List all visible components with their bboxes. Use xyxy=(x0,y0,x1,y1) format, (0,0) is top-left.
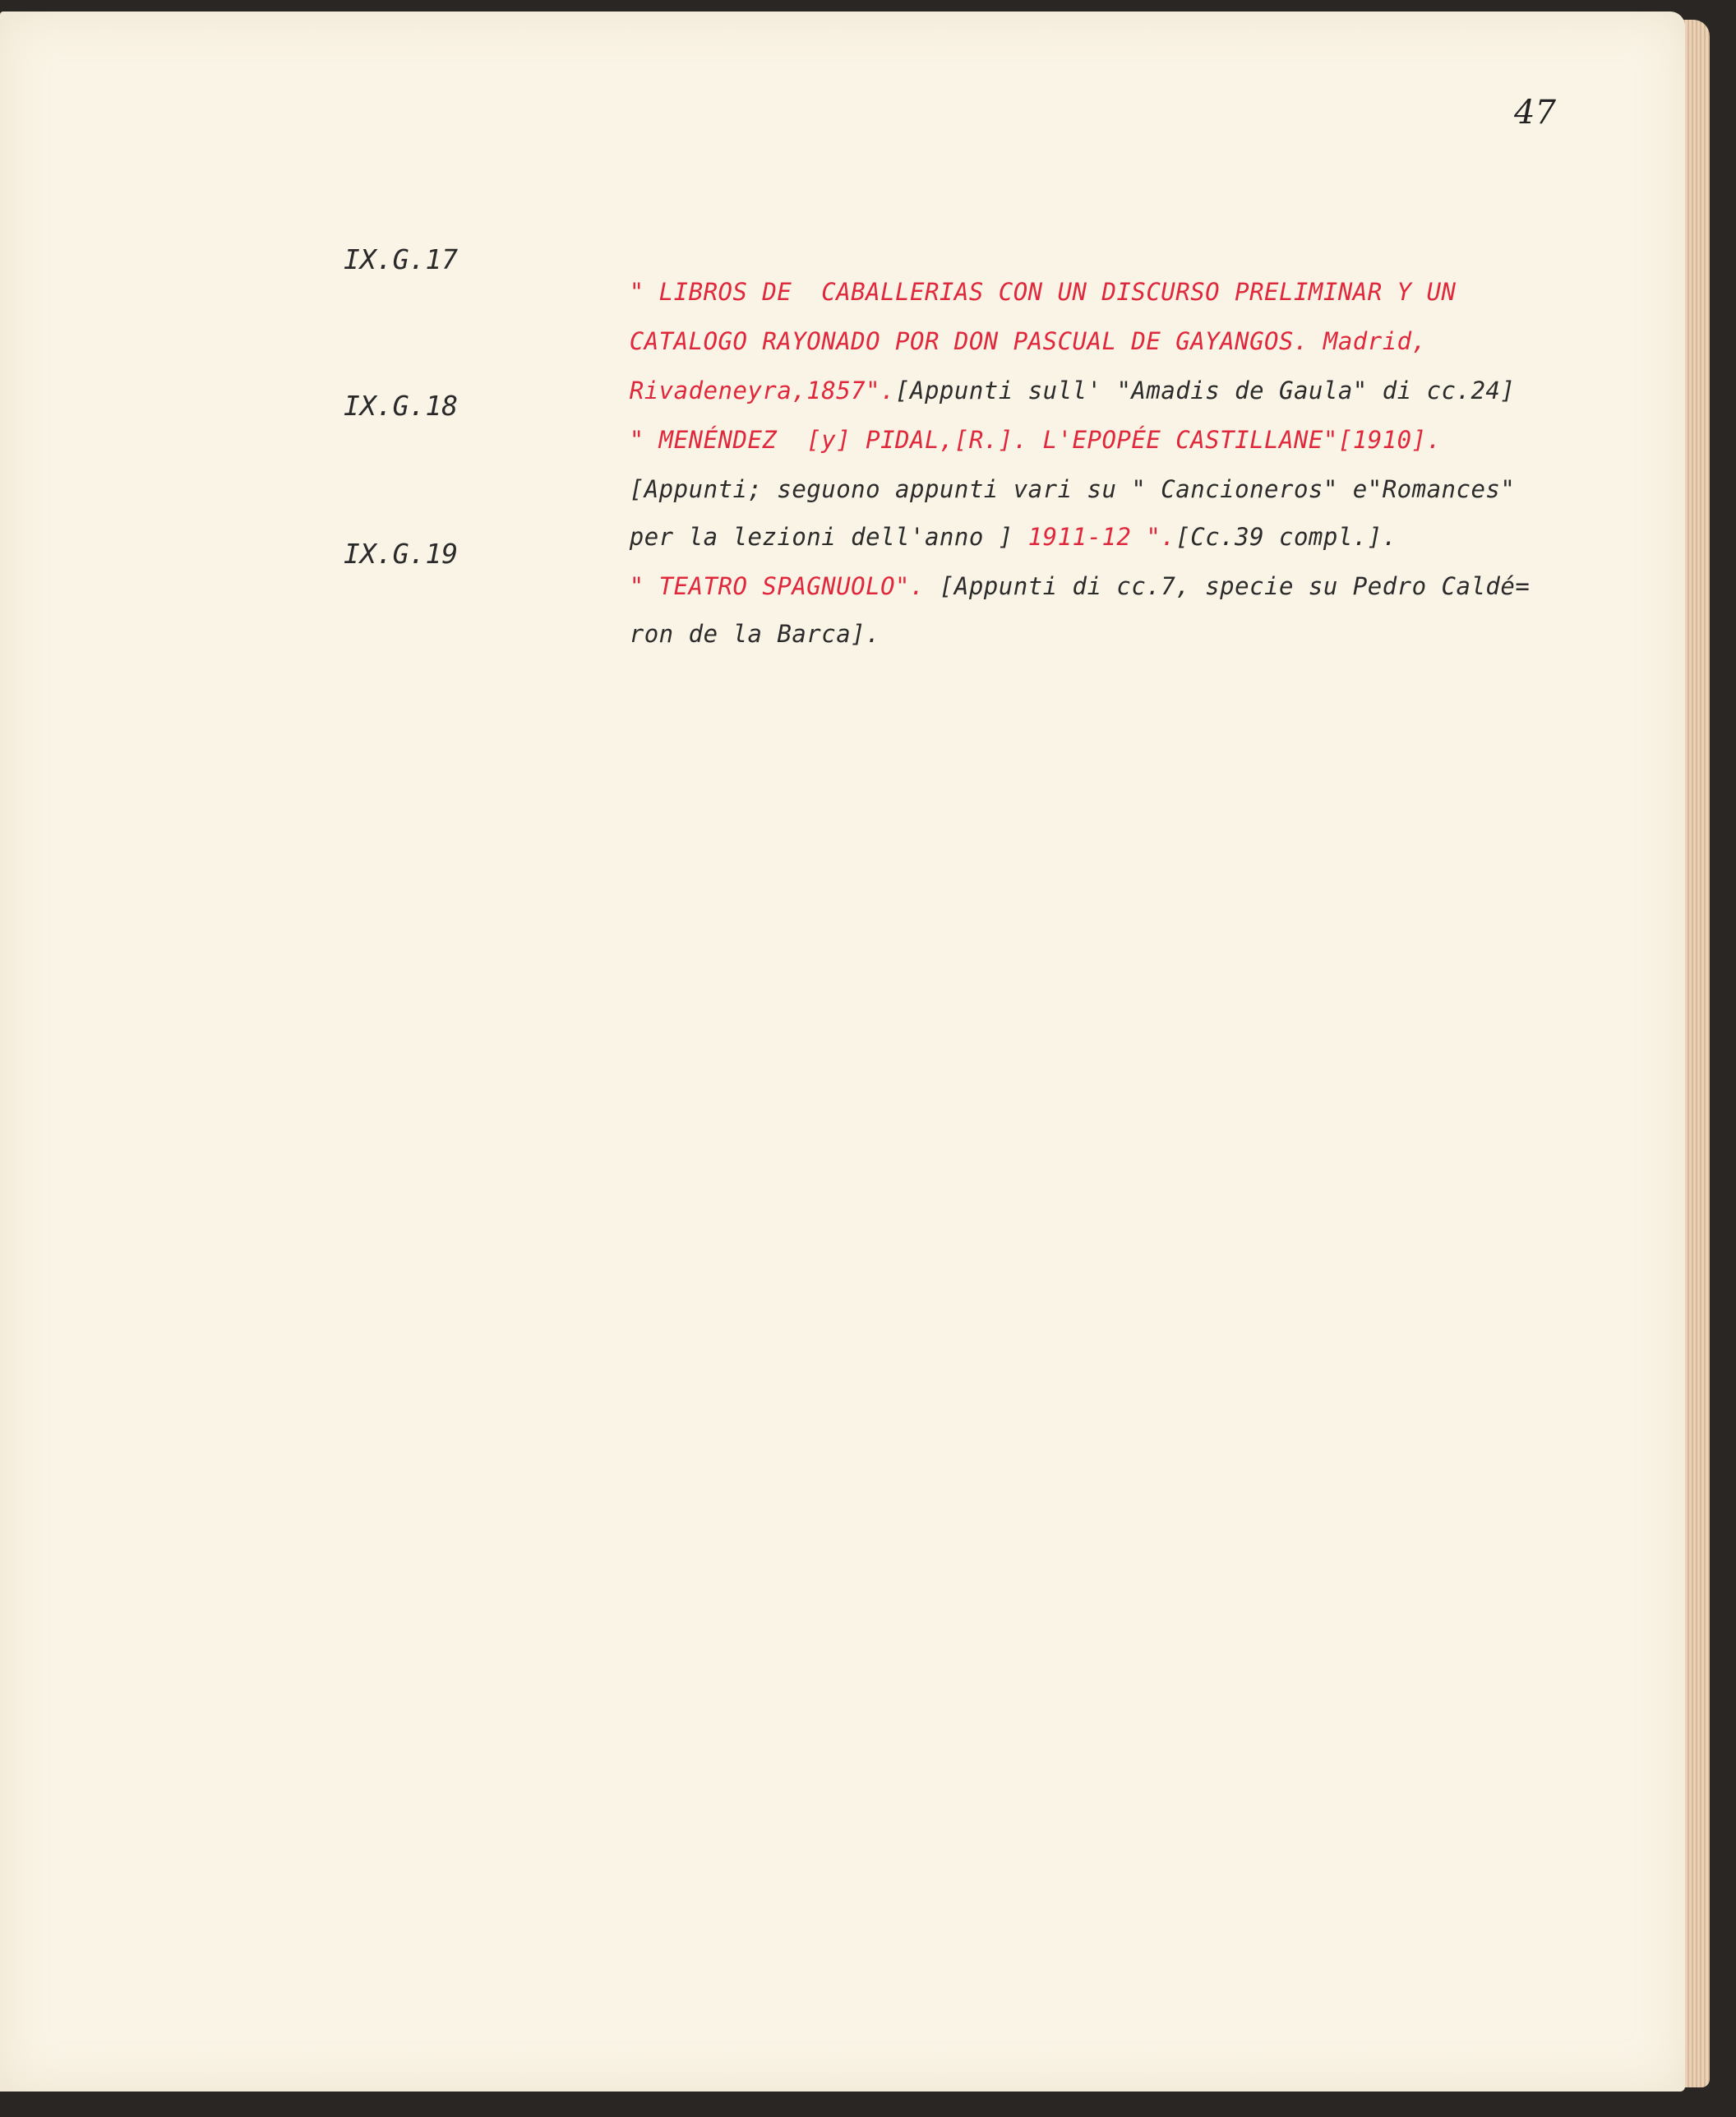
shelfmark: IX.G.18 xyxy=(344,390,459,422)
title-text: " TEATRO SPAGNUOLO". xyxy=(629,572,940,600)
note-text: per la lezioni dell'anno ] xyxy=(629,523,1028,551)
shelfmark: IX.G.19 xyxy=(344,538,459,570)
imprint-text: Rivadeneyra,1857". xyxy=(629,377,896,404)
note-text: [Appunti sull' "Amadis de Gaula" di cc.24] xyxy=(895,377,1516,404)
title-text: CATALOGO RAYONADO POR DON PASCUAL DE GAYANGOS. Madrid, xyxy=(629,327,1427,355)
year-text: 1911-12 ". xyxy=(1027,523,1176,551)
note-text: [Appunti di cc.7, specie su Pedro Caldé= xyxy=(939,572,1531,600)
shelfmark: IX.G.17 xyxy=(344,243,459,275)
title-text: " LIBROS DE CABALLERIAS CON UN DISCURSO PRELIMINAR Y UN xyxy=(629,278,1457,306)
entry-line xyxy=(541,592,880,676)
note-text: [Appunti; seguono appunti vari su " Cancioneros" e"Romances" xyxy=(629,475,1516,503)
catalog-page xyxy=(0,12,1685,2092)
note-text: ron de la Barca]. xyxy=(629,620,881,648)
note-text: [Cc.39 compl.]. xyxy=(1175,523,1397,551)
title-text: " MENÉNDEZ [y] PIDAL,[R.]. L'EPOPÉE CASTILLANE"[1910]. xyxy=(629,426,1442,454)
page-number: 47 xyxy=(1514,94,1556,132)
